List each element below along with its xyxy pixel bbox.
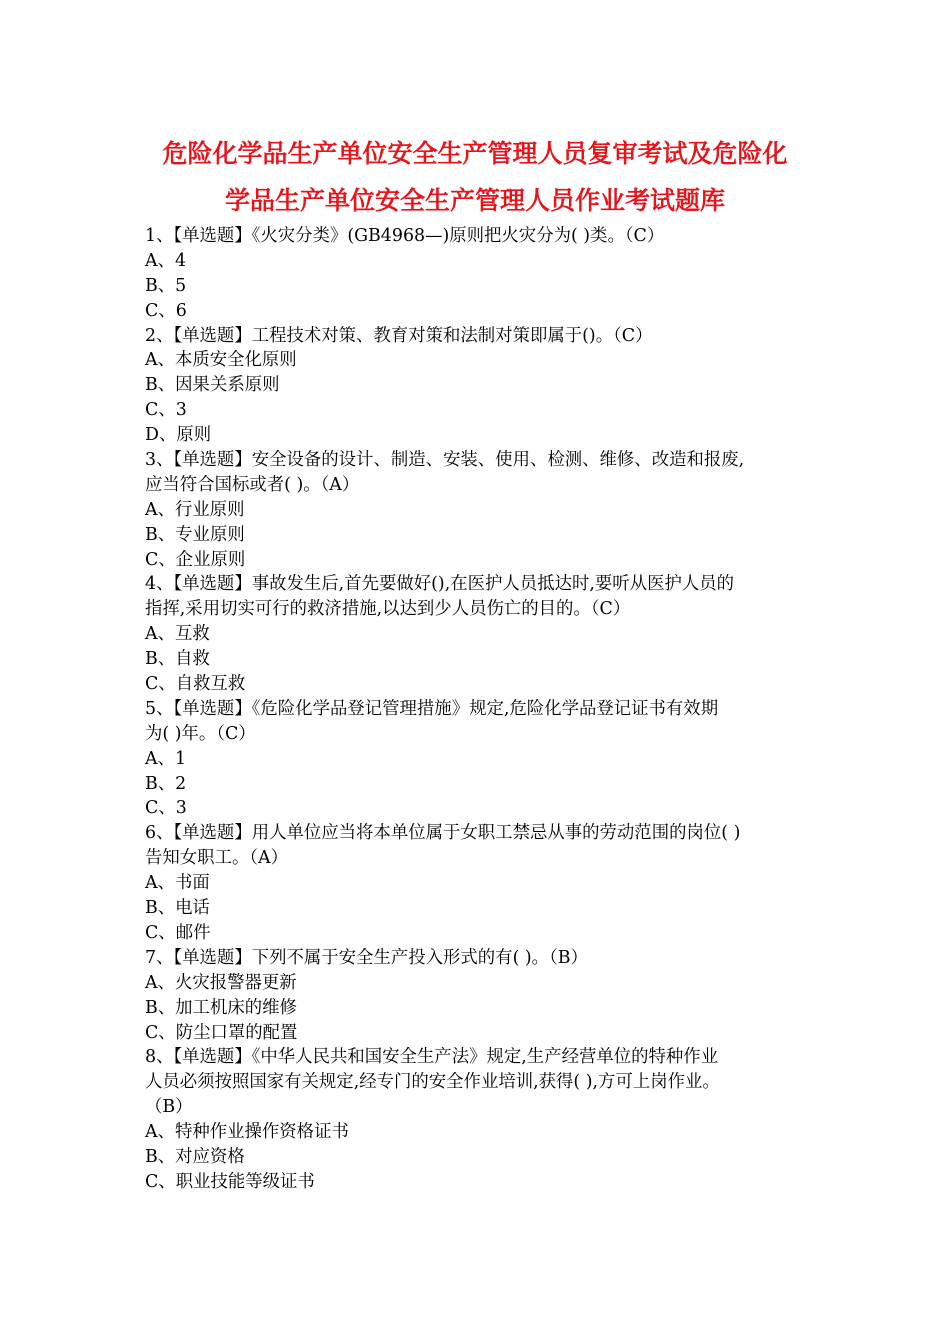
answer-option: D、原则 [145, 425, 212, 446]
question-text: 7、【单选题】下列不属于安全生产投入形式的有( )。（B） [145, 947, 588, 968]
question-item [145, 448, 813, 572]
answer-option: A、互救 [145, 624, 210, 645]
answer-option: A、火灾报警器更新 [145, 972, 297, 993]
title-line-2: 学品生产单位安全生产管理人员作业考试题库 [224, 186, 725, 215]
question-text: 8、【单选题】《中华人民共和国安全生产法》规定,生产经营单位的特种作业 [145, 1047, 719, 1068]
answer-option: B、加工机床的维修 [145, 997, 297, 1018]
answer-option: C、企业原则 [145, 549, 246, 570]
question-text: 3、【单选题】安全设备的设计、制造、安装、使用、检测、维修、改造和报废, [145, 450, 745, 471]
question-item [145, 821, 813, 945]
question-text: 5、【单选题】《危险化学品登记管理措施》规定,危险化学品登记证书有效期 [145, 698, 719, 719]
question-text: （B） [145, 1097, 193, 1118]
question-item [145, 1045, 813, 1194]
question-item [145, 324, 813, 448]
question-item [145, 224, 813, 324]
question-text: 告知女职工。（A） [145, 848, 288, 869]
answer-option: B、因果关系原则 [145, 375, 280, 396]
answer-option: B、2 [145, 773, 187, 794]
question-text: 2、【单选题】工程技术对策、教育对策和法制对策即属于()。（C） [145, 325, 653, 346]
answer-option: B、电话 [145, 898, 210, 919]
answer-option: A、行业原则 [145, 499, 245, 520]
answer-option: C、3 [145, 798, 187, 819]
answer-option: C、邮件 [145, 922, 211, 943]
answer-option: A、书面 [145, 873, 210, 894]
answer-option: A、本质安全化原则 [145, 350, 297, 371]
answer-option: A、1 [145, 748, 187, 769]
question-text: 人员必须按照国家有关规定,经专门的安全作业培训,获得( ),方可上岗作业。 [145, 1072, 720, 1093]
document-title [120, 130, 830, 224]
answer-option: B、专业原则 [145, 524, 245, 545]
question-text: 4、【单选题】事故发生后,首先要做好(),在医护人员抵达时,要听从医护人员的 [145, 574, 735, 595]
question-text: 应当符合国标或者( )。（A） [145, 474, 360, 495]
question-text: 指挥,采用切实可行的救济措施,以达到少人员伤亡的目的。（C） [145, 599, 631, 620]
answer-option: B、5 [145, 275, 187, 296]
answer-option: C、职业技能等级证书 [145, 1171, 315, 1192]
answer-option: C、自救互救 [145, 674, 246, 695]
question-text: 6、【单选题】用人单位应当将本单位属于女职工禁忌从事的劳动范围的岗位( ) [145, 823, 741, 844]
question-item [145, 946, 813, 1046]
title-line-1: 危险化学品生产单位安全生产管理人员复审考试及危险化 [162, 139, 788, 168]
answer-option: B、对应资格 [145, 1146, 245, 1167]
question-list [145, 224, 813, 1195]
answer-option: C、防尘口罩的配置 [145, 1022, 298, 1043]
question-item [145, 572, 813, 696]
answer-option: A、4 [145, 250, 187, 271]
answer-option: C、3 [145, 400, 187, 421]
answer-option: C、6 [145, 300, 187, 321]
question-text: 为( )年。（C） [145, 723, 256, 744]
question-item [145, 697, 813, 821]
answer-option: B、自救 [145, 649, 210, 670]
question-text: 1、【单选题】《火灾分类》(GB4968—)原则把火灾分为( )类。（C） [145, 226, 665, 246]
answer-option: A、特种作业操作资格证书 [145, 1122, 349, 1143]
